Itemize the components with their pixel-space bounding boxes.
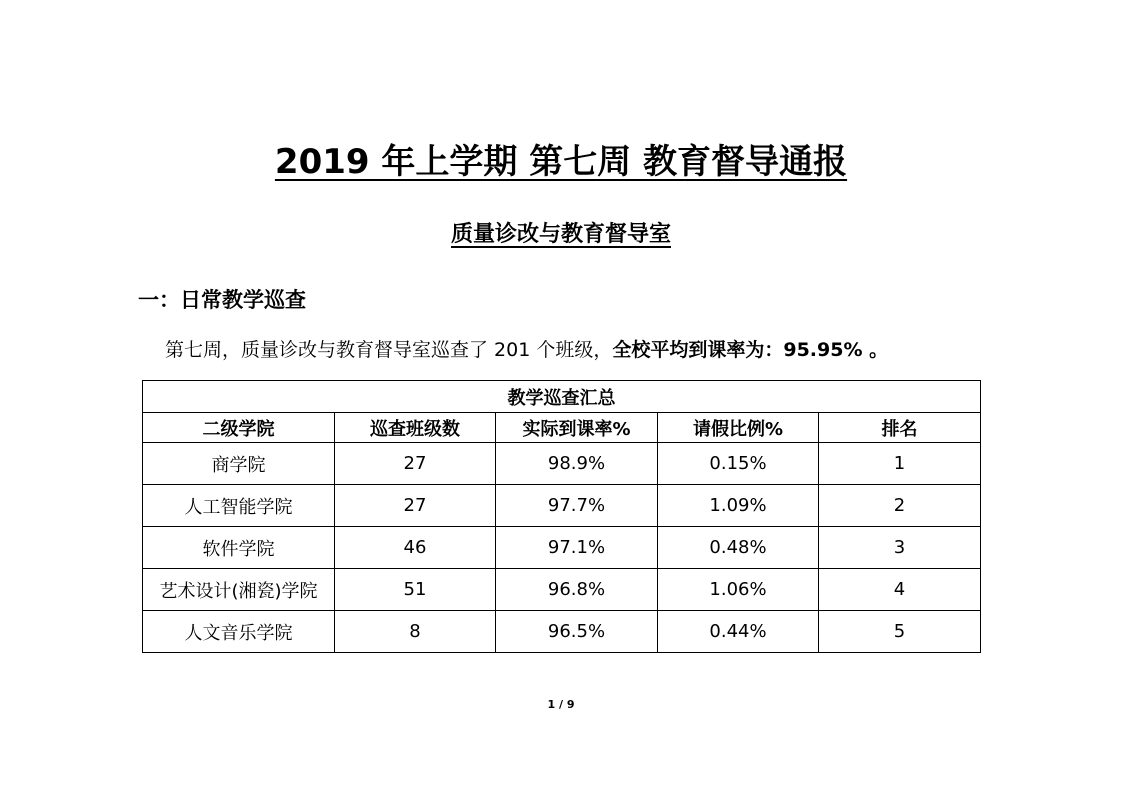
- table-cell: 97.7%: [496, 485, 658, 527]
- table-row: [143, 527, 981, 569]
- table-cell: 51: [335, 569, 496, 611]
- table-cell: 1.06%: [658, 569, 819, 611]
- inspection-summary-table: [142, 380, 981, 653]
- table-cell: 96.8%: [496, 569, 658, 611]
- table-cell: 2: [819, 485, 981, 527]
- document-subtitle: [0, 220, 1122, 250]
- paragraph-highlight: 全校平均到课率为：95.95% 。: [612, 339, 889, 361]
- table-cell: 98.9%: [496, 443, 658, 485]
- table-cell: 1: [819, 443, 981, 485]
- column-header: 二级学院: [143, 413, 335, 443]
- document-subtitle-text: 质量诊改与教育督导室: [450, 222, 671, 247]
- table-cell: 软件学院: [143, 527, 335, 569]
- table-header-row: [143, 413, 981, 443]
- document-title-text: 2019 年上学期 第七周 教育督导通报: [274, 142, 848, 182]
- section-heading: 一：日常教学巡查: [138, 288, 306, 312]
- table-row: [143, 443, 981, 485]
- table-cell: 艺术设计(湘瓷)学院: [143, 569, 335, 611]
- table-cell: 97.1%: [496, 527, 658, 569]
- table-cell: 人文音乐学院: [143, 611, 335, 653]
- table-cell: 0.44%: [658, 611, 819, 653]
- paragraph-text: 第七周，质量诊改与教育督导室巡查了 201 个班级，: [165, 339, 613, 361]
- table-cell: 5: [819, 611, 981, 653]
- table-cell: 0.15%: [658, 443, 819, 485]
- table-cell: 商学院: [143, 443, 335, 485]
- table-cell: 人工智能学院: [143, 485, 335, 527]
- table-cell: 1.09%: [658, 485, 819, 527]
- table-caption-row: [143, 381, 981, 413]
- table-cell: 27: [335, 443, 496, 485]
- table-cell: 96.5%: [496, 611, 658, 653]
- column-header: 排名: [819, 413, 981, 443]
- column-header: 实际到课率%: [496, 413, 658, 443]
- table-cell: 8: [335, 611, 496, 653]
- page-number: 1 / 9: [547, 698, 575, 711]
- table-row: [143, 485, 981, 527]
- table-cell: 4: [819, 569, 981, 611]
- table-cell: 46: [335, 527, 496, 569]
- table-cell: 27: [335, 485, 496, 527]
- column-header: 巡查班级数: [335, 413, 496, 443]
- table-caption: 教学巡查汇总: [143, 381, 981, 413]
- table-row: [143, 569, 981, 611]
- table-cell: 0.48%: [658, 527, 819, 569]
- summary-paragraph: [165, 335, 888, 365]
- document-title: [0, 140, 1122, 184]
- table-cell: 3: [819, 527, 981, 569]
- column-header: 请假比例%: [658, 413, 819, 443]
- table-row: [143, 611, 981, 653]
